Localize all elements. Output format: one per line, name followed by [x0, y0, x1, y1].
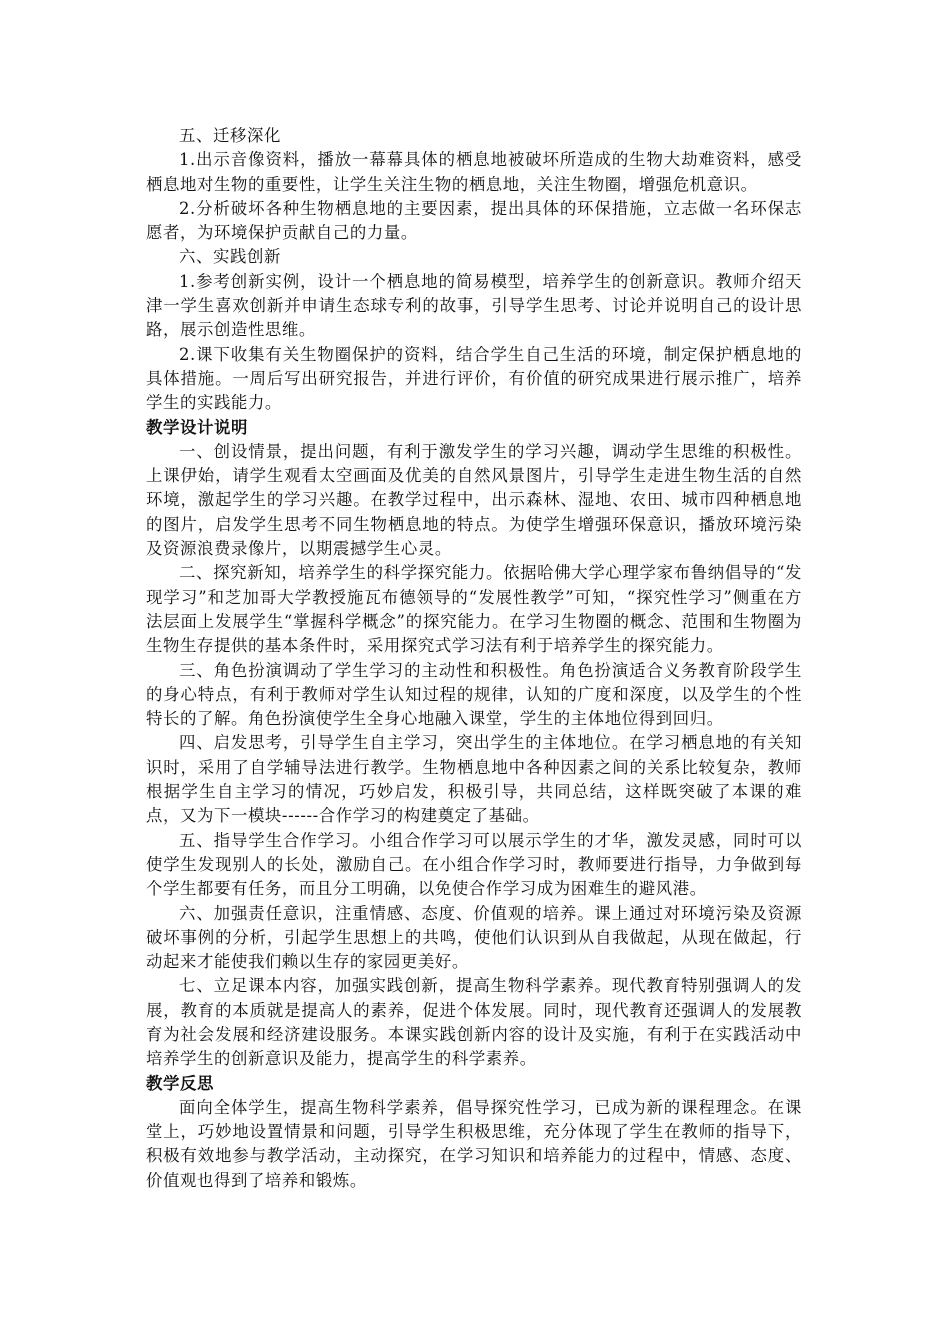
paragraph-transfer-2: 2.分析破坏各种生物栖息地的主要因素，提出具体的环保措施，立志做一名环保志愿者，为环境保护贡献自己的力量。 [146, 198, 802, 243]
paragraph-design-4: 四、启发思考，引导学生自主学习，突出学生的主体地位。在学习栖息地的有关知识时，采用了自学辅导法进行教学。生物栖息地中各种因素之间的关系比较复杂，教师根据学生自主学习的情况，巧妙启发，积极引导，共同总结，这样既突破了本课的难点，又为下一模块------合作学习的构建奠定了基础。 [146, 733, 802, 826]
paragraph-design-5: 五、指导学生合作学习。小组合作学习可以展示学生的才华，激发灵感，同时可以使学生发现别人的长处，激励自己。在小组合作学习时，教师要进行指导，力争做到每个学生都要有任务，而且分工明确，以免使合作学习成为困难生的避风港。 [146, 830, 802, 899]
paragraph-design-1: 一、创设情景，提出问题，有利于激发学生的学习兴趣，调动学生思维的积极性。上课伊始，请学生观看太空画面及优美的自然风景图片，引导学生走进生物生活的自然环境，激起学生的学习兴趣。在教学过程中，出示森林、湿地、农田、城市四种栖息地的图片，启发学生思考不同生物栖息地的特点。为使学生增强环保意识，播放环境污染及资源浪费录像片，以期震撼学生心灵。 [146, 441, 802, 559]
paragraph-practice-2: 2.课下收集有关生物圈保护的资料，结合学生自己生活的环境，制定保护栖息地的具体措施。一周后写出研究报告，并进行评价，有价值的研究成果进行展示推广，培养学生的实践能力。 [146, 344, 802, 413]
heading-reflection: 教学反思 [146, 1073, 214, 1093]
paragraph-reflection: 面向全体学生，提高生物科学素养，倡导探究性学习，已成为新的课程理念。在课堂上，巧妙地设置情景和问题，引导学生积极思维，充分体现了学生在教师的指导下，积极有效地参与教学活动，主动探究，在学习知识和培养能力的过程中，情感、态度、价值观也得到了培养和锻炼。 [146, 1097, 802, 1190]
section-heading-practice: 六、实践创新 [179, 247, 281, 267]
paragraph-design-7: 七、立足课本内容，加强实践创新，提高生物科学素养。现代教育特别强调人的发展，教育的本质就是提高人的素养，促进个体发展。同时，现代教育还强调人的发展教育为社会发展和经济建设服务。本课实践创新内容的设计及实施，有利于在实践活动中培养学生的创新意识及能力，提高学生的科学素养。 [146, 976, 802, 1069]
section-heading-transfer: 五、迁移深化 [179, 126, 281, 145]
paragraph-practice-1: 1.参考创新实例，设计一个栖息地的简易模型，培养学生的创新意识。教师介绍天津一学生喜欢创新并申请生态球专利的故事，引导学生思考、讨论并说明自己的设计思路，展示创造性思维。 [146, 271, 802, 340]
heading-design-notes: 教学设计说明 [146, 417, 248, 437]
paragraph-design-2: 二、探究新知，培养学生的科学探究能力。依据哈佛大学心理学家布鲁纳倡导的“发现学习”和芝加哥大学教授施瓦布德领导的“发展性教学”可知，“探究性学习”侧重在方法层面上发展学生“掌握科学概念”的探究能力。在学习生物圈的概念、范围和生物圈为生物生存提供的基本条件时，采用探究式学习法有利于培养学生的探究能力。 [146, 563, 802, 656]
paragraph-transfer-1: 1.出示音像资料，播放一幕幕具体的栖息地被破坏所造成的生物大劫难资料，感受栖息地对生物的重要性，让学生关注生物的栖息地，关注生物圈，增强危机意识。 [146, 150, 802, 194]
paragraph-design-6: 六、加强责任意识，注重情感、态度、价值观的培养。课上通过对环境污染及资源破坏事例的分析，引起学生思想上的共鸣，使他们认识到从自我做起，从现在做起，行动起来才能使我们赖以生存的家园更美好。 [146, 903, 802, 972]
paragraph-design-3: 三、角色扮演调动了学生学习的主动性和积极性。角色扮演适合义务教育阶段学生的身心特点，有利于教师对学生认知过程的规律，认知的广度和深度，以及学生的个性特长的了解。角色扮演使学生全身心地融入课堂，学生的主体地位得到回归。 [146, 660, 802, 729]
